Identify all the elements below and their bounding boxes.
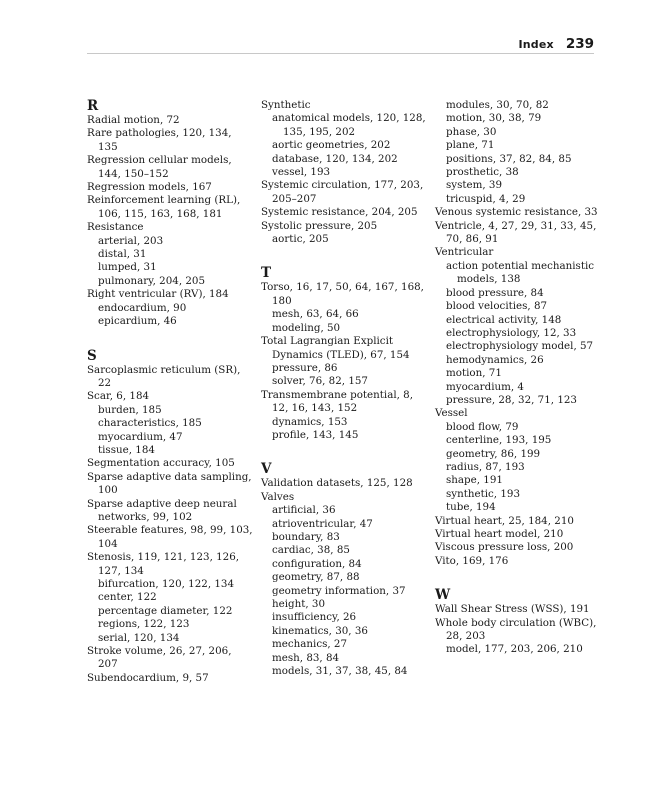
index-subentry: pressure, 28, 32, 71, 123	[446, 393, 577, 406]
index-entry: Stenosis, 119, 121, 123, 126, 127, 134	[87, 551, 240, 577]
index-entry: Sparse adaptive deep neural networks, 99, 102	[87, 497, 237, 523]
index-letter-heading: V	[261, 461, 272, 478]
index-subentry: prosthetic, 38	[446, 166, 519, 179]
index-subentry: anatomical models, 120, 128, 135, 195, 202	[272, 112, 426, 138]
index-subentry: regions, 122, 123	[98, 618, 190, 631]
index-entry: Transmembrane potential, 8, 12, 16, 143, 152	[261, 388, 414, 415]
index-entry: Systemic circulation, 177, 203, 205–207	[261, 179, 424, 205]
index-subentry: serial, 120, 134	[98, 631, 180, 644]
index-entry: Sparse adaptive data sampling, 100	[87, 470, 252, 497]
index-subentry: modules, 30, 70, 82	[446, 99, 549, 111]
index-subentry: system, 39	[446, 179, 503, 192]
index-entry: Valves	[261, 490, 295, 503]
index-subentry: geometry, 86, 199	[446, 447, 541, 460]
index-subentry: kinematics, 30, 36	[272, 624, 368, 637]
index-subentry: geometry, 87, 88	[272, 571, 360, 584]
index-subentry: artificial, 36	[272, 504, 336, 517]
index-subentry: motion, 30, 38, 79	[446, 112, 542, 125]
index-column-1	[87, 99, 253, 685]
index-letter-heading: S	[87, 347, 97, 364]
index-subentry: plane, 71	[446, 139, 495, 152]
index-subentry: vessel, 193	[272, 166, 331, 179]
index-subentry: boundary, 83	[272, 530, 340, 543]
index-entry: Virtual heart model, 210	[435, 528, 564, 540]
index-subentry: aortic geometries, 202	[272, 139, 391, 152]
index-subentry: modeling, 50	[272, 321, 341, 334]
index-entry: Steerable features, 98, 99, 103, 104	[87, 524, 253, 550]
index-subentry: blood velocities, 87	[446, 300, 548, 313]
index-entry: Venous systemic resistance, 33	[435, 206, 598, 219]
index-entry: Total Lagrangian Explicit Dynamics (TLED), 67, 154	[261, 335, 410, 361]
index-subentry: myocardium, 4	[446, 380, 524, 393]
index-subentry: cardiac, 38, 85	[272, 544, 350, 557]
index-subentry: action potential mechanistic models, 138	[446, 259, 595, 286]
index-entry: Virtual heart, 25, 184, 210	[435, 514, 574, 527]
index-subentry: myocardium, 47	[98, 430, 183, 443]
index-subentry: geometry information, 37	[272, 584, 406, 597]
index-subentry: blood pressure, 84	[446, 286, 544, 299]
index-letter-heading: T	[261, 265, 272, 282]
index-subentry: electrical activity, 148	[446, 313, 562, 326]
index-subentry: epicardium, 46	[98, 315, 177, 328]
index-entry: Systemic resistance, 204, 205	[261, 206, 418, 219]
index-entry: Validation datasets, 125, 128	[261, 477, 413, 490]
index-subentry: lumped, 31	[98, 261, 157, 274]
index-subentry: mesh, 83, 84	[272, 651, 340, 664]
index-entry: Viscous pressure loss, 200	[435, 541, 574, 554]
index-subentry: solver, 76, 82, 157	[272, 375, 368, 388]
index-entry: Resistance	[87, 221, 144, 234]
index-subentry: characteristics, 185	[98, 417, 202, 430]
index-subentry: positions, 37, 82, 84, 85	[446, 152, 572, 165]
index-subentry: mesh, 63, 64, 66	[272, 308, 359, 321]
index-subentry: pressure, 86	[272, 361, 338, 374]
index-entry: Regression models, 167	[87, 181, 212, 194]
index-subentry: radius, 87, 193	[446, 460, 525, 473]
index-subentry: blood flow, 79	[446, 420, 519, 433]
index-subentry: arterial, 203	[98, 234, 164, 247]
index-entry: Reinforcement learning (RL), 106, 115, 163, 168, 181	[87, 194, 241, 220]
index-subentry: configuration, 84	[272, 557, 362, 570]
index-subentry: insufficiency, 26	[272, 611, 357, 624]
index-entry: Wall Shear Stress (WSS), 191	[435, 603, 590, 616]
header-rule	[87, 53, 594, 54]
index-subentry: motion, 71	[446, 367, 502, 380]
index-subentry: model, 177, 203, 206, 210	[446, 643, 583, 656]
index-subentry: phase, 30	[446, 125, 497, 138]
index-subentry: tube, 194	[446, 501, 496, 514]
index-subentry: hemodynamics, 26	[446, 353, 544, 366]
index-subentry: electrophysiology, 12, 33	[446, 326, 577, 339]
index-column-3	[435, 99, 603, 657]
index-subentry: center, 122	[98, 591, 157, 604]
index-subentry: bifurcation, 120, 122, 134	[98, 578, 235, 590]
index-subentry: dynamics, 153	[272, 415, 348, 428]
section-label: Index	[518, 38, 554, 51]
index-entry: Regression cellular models, 144, 150–152	[87, 154, 232, 180]
index-subentry: tissue, 184	[98, 443, 155, 456]
index-entry: Whole body circulation (WBC), 28, 203	[435, 616, 597, 643]
index-subentry: synthetic, 193	[446, 487, 520, 500]
index-entry: Systolic pressure, 205	[261, 219, 378, 232]
index-entry: Ventricular	[435, 246, 494, 259]
index-subentry: database, 120, 134, 202	[272, 152, 398, 165]
index-entry: Right ventricular (RV), 184	[87, 288, 229, 301]
index-letter-heading: W	[435, 587, 451, 604]
index-entry: Stroke volume, 26, 27, 206, 207	[87, 645, 232, 671]
index-subentry: models, 31, 37, 38, 45, 84	[272, 665, 408, 678]
index-entry: Rare pathologies, 120, 134, 135	[87, 127, 232, 153]
index-subentry: profile, 143, 145	[272, 428, 359, 441]
index-subentry: aortic, 205	[272, 233, 329, 246]
index-subentry: percentage diameter, 122	[98, 604, 233, 617]
index-letter-heading: R	[87, 98, 99, 114]
index-subentry: pulmonary, 204, 205	[98, 274, 206, 287]
index-entry: Subendocardium, 9, 57	[87, 671, 209, 684]
page-number: 239	[565, 36, 594, 52]
index-entry: Vessel	[435, 407, 468, 420]
index-subentry: tricuspid, 4, 29	[446, 192, 526, 205]
index-entry: Sarcoplasmic reticulum (SR), 22	[87, 363, 241, 389]
index-entry: Scar, 6, 184	[87, 390, 150, 403]
index-entry: Radial motion, 72	[87, 114, 180, 126]
index-entry: Ventricle, 4, 27, 29, 31, 33, 45, 70, 86, 91	[435, 219, 597, 246]
index-subentry: height, 30	[272, 598, 326, 610]
index-entry: Torso, 16, 17, 50, 64, 167, 168, 180	[261, 281, 424, 307]
index-subentry: centerline, 193, 195	[446, 434, 552, 447]
index-entry: Segmentation accuracy, 105	[87, 457, 235, 470]
index-subentry: mechanics, 27	[272, 638, 348, 651]
index-entry: Synthetic	[261, 99, 311, 111]
index-subentry: atrioventricular, 47	[272, 517, 373, 530]
index-column-2	[261, 99, 429, 678]
running-header	[518, 36, 594, 52]
index-entry: Vito, 169, 176	[435, 554, 509, 567]
index-subentry: burden, 185	[98, 403, 162, 416]
index-subentry: electrophysiology model, 57	[446, 340, 594, 353]
index-subentry: distal, 31	[98, 248, 147, 261]
index-subentry: shape, 191	[446, 474, 503, 487]
index-subentry: endocardium, 90	[98, 301, 187, 314]
